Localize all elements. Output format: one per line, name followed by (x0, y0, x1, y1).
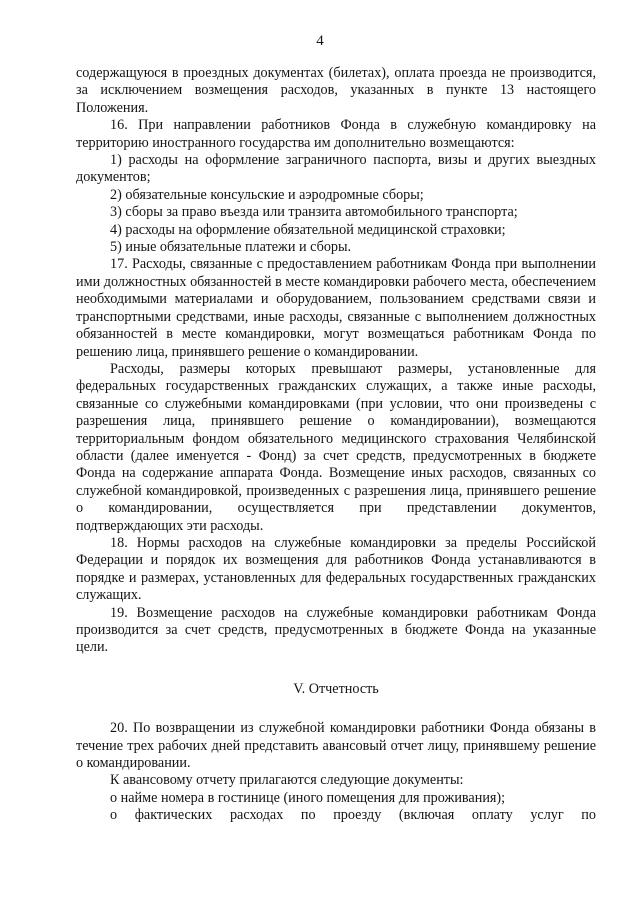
list-item-5: 5) иные обязательные платежи и сборы. (110, 239, 352, 256)
section-paragraphs-before (76, 65, 596, 657)
paragraph-19: 19. Возмещение расходов на служебные командировки работникам Фонда производится за счет средств, предусмотренных в бюджете Фонда на указанные цели. (76, 604, 596, 656)
list-item-3: 3) сборы за право въезда или транзита автомобильного транспорта; (110, 204, 518, 221)
paragraph-documents-intro: К авансовому отчету прилагаются следующие документы: (110, 772, 464, 789)
paragraph-16: 16. При направлении работников Фонда в служебную командировку на территорию иностранного государства им дополнительно возмещаются: (76, 117, 596, 151)
paragraph-hotel: о найме номера в гостинице (иного помещения для проживания); (110, 789, 506, 806)
section-paragraphs-after (76, 720, 596, 824)
page-number: 4 (316, 33, 324, 49)
list-item-4: 4) расходы на оформление обязательной медицинской страховки; (110, 221, 506, 238)
section-heading: V. Отчетность (293, 680, 379, 697)
paragraph-20: 20. По возвращении из служебной командировки работники Фонда обязаны в течение трех рабочих дней представить авансовый отчет лицу, принявшему решение о командировании. (76, 720, 596, 772)
paragraph-continuation: содержащуюся в проездных документах (билетах), оплата проезда не производится, за исключением возмещения расходов, указанных в пункте 13 настоящего Положения. (76, 65, 596, 116)
paragraph-18: 18. Нормы расходов на служебные командировки за пределы Российской Федерации и порядок их возмещения для работников Фонда устанавливаются в порядке и размерах, установленных для федеральных государственных гражданских служащих. (76, 534, 596, 604)
paragraph-17: 17. Расходы, связанные с предоставлением работникам Фонда при выполнении ими должностных обязанностей в месте командировки рабочего места, обеспечением необходимыми материалами и оборудованием, пользованием средствами связи и транспортными средствами, иные расходы, связанные с выполнением должностных обязанностей в месте командировки, могут возмещаться работникам Фонда по решению лица, принявшего решение о командировании. (76, 256, 596, 360)
paragraph-travel-expenses: о фактических расходах по проезду (включая оплату услуг по (110, 807, 596, 824)
document-body (76, 65, 596, 825)
paragraph-expenses: Расходы, размеры которых превышают размеры, установленные для федеральных государственных гражданских служащих, а также иные расходы, связанные со служебными командировками (при условии, что они произведены с разрешения лица, принявшего решение о командировании), возмещаются территориальным фондом обязательного медицинского страхования Челябинской области (далее именуется - Фонд) за счет средств, предусмотренных в бюджете Фонда на содержание аппарата Фонда. Возмещение иных расходов, связанных со служебной командировкой, произведенных с разрешения лица, принявшего решение о командировании, осуществляется при представлении документов, подтверждающих эти расходы. (76, 360, 596, 534)
list-item-1: 1) расходы на оформление заграничного паспорта, визы и других выездных документов; (76, 152, 596, 186)
list-item-2: 2) обязательные консульские и аэродромные сборы; (110, 186, 424, 203)
